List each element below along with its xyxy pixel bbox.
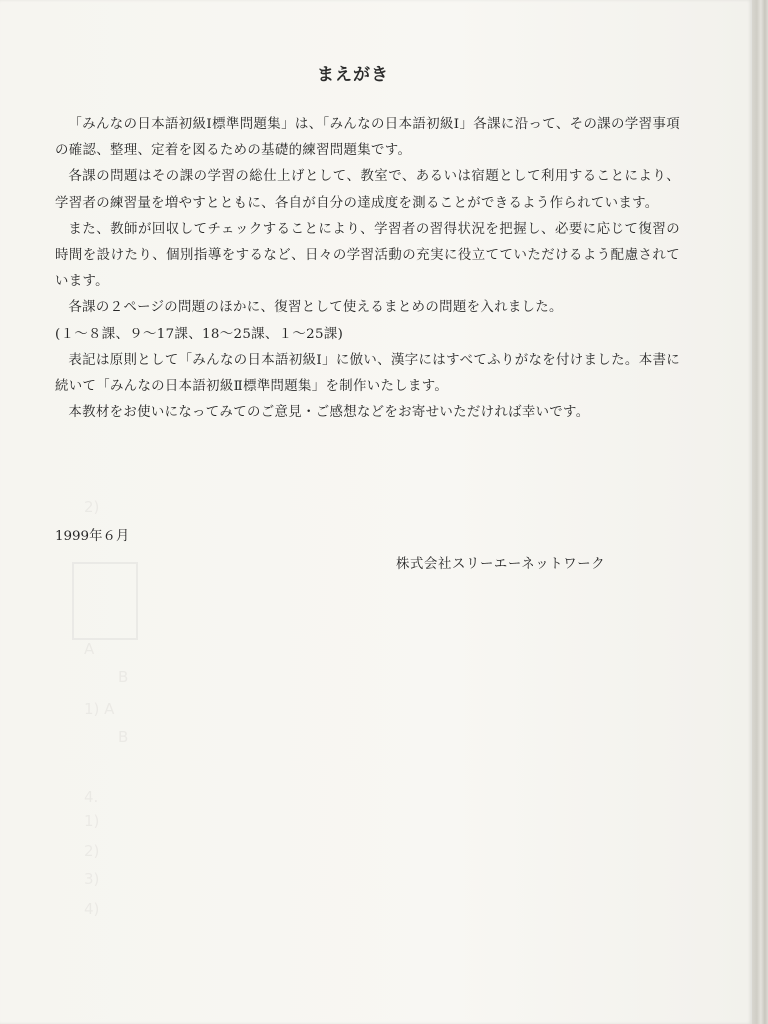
preface-paragraph: 「みんなの日本語初級Ⅰ標準問題集」は、「みんなの日本語初級Ⅰ」各課に沿って、その課の学習事項の確認、整理、定着を図るための基礎的練習問題集です。 — [55, 117, 680, 159]
preface-date: 1999年６月 — [55, 529, 130, 544]
show-through-mark: 2) — [84, 498, 100, 516]
show-through-mark: 3) — [84, 870, 100, 888]
show-through-mark: 4. — [84, 788, 99, 806]
show-through-mark: A — [84, 640, 95, 658]
publisher-name: 株式会社スリーエーネットワーク — [396, 557, 606, 572]
preface-paragraph: 表記は原則として「みんなの日本語初級Ⅰ」に倣い、漢字にはすべてふりがなを付けました。本書に続いて「みんなの日本語初級Ⅱ標準問題集」を制作いたします。 — [55, 352, 680, 395]
preface-paragraph: 各課の２ページの問題のほかに、復習として使えるまとめの問題を入れました。 — [68, 300, 563, 316]
show-through-mark: B — [118, 728, 129, 746]
show-through-mark: 1) — [84, 812, 100, 830]
preface-body — [55, 112, 680, 426]
preface-paragraph: 各課の問題はその課の学習の総仕上げとして、教室で、あるいは宿題として利用することにより、学習者の練習量を増やすとともに、各自が自分の達成度を測ることができるよう作られています。 — [55, 169, 680, 211]
show-through-mark: 2) — [84, 842, 100, 860]
page-title: まえがき — [317, 65, 389, 85]
preface-paragraph: また、教師が回収してチェックすることにより、学習者の習得状況を把握し、必要に応じて復習の時間を設けたり、個別指導をするなど、日々の学習活動の充実に役立てていただけるよう配慮されています。 — [55, 221, 680, 290]
show-through-box — [72, 562, 138, 640]
show-through-mark: 4) — [84, 900, 100, 918]
show-through-mark: 1) A — [84, 700, 115, 718]
page-edge — [752, 0, 768, 1024]
preface-paragraph: 本教材をお使いになってみてのご意見・ご感想などをお寄せいただければ幸いです。 — [68, 405, 590, 421]
preface-paragraph: (１～８課、９～17課、18～25課、１～25課) — [55, 326, 344, 342]
show-through-mark: B — [118, 668, 129, 686]
